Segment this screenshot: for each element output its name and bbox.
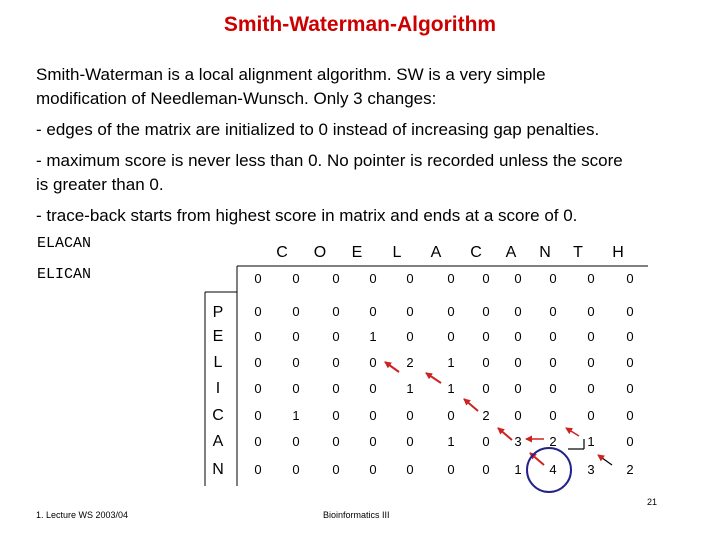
matrix-cell: 0 xyxy=(292,462,300,477)
bullet-traceback: - trace-back starts from highest score in matrix and ends at a score of 0. xyxy=(36,206,578,225)
intro-line-2: modification of Needleman-Wunsch. Only 3 changes: xyxy=(36,89,437,108)
matrix-cell: 2 xyxy=(482,408,490,423)
matrix-cell: 1 xyxy=(369,329,377,344)
intro-line-1: Smith-Waterman is a local alignment algorithm. SW is a very simple xyxy=(36,65,546,84)
traceback-arrow xyxy=(498,428,512,440)
matrix-cell: 4 xyxy=(549,462,557,477)
matrix-cell: 0 xyxy=(332,329,340,344)
matrix-cell: 0 xyxy=(406,462,414,477)
matrix-cell: 0 xyxy=(369,408,377,423)
traceback-arrow xyxy=(464,399,478,411)
matrix-cell: 0 xyxy=(447,329,455,344)
matrix-cell: 1 xyxy=(514,462,522,477)
matrix-cell: 0 xyxy=(482,381,490,396)
matrix-cell: 0 xyxy=(482,329,490,344)
bullet-max-score-1: - maximum score is never less than 0. No pointer is recorded unless the score xyxy=(36,151,623,170)
matrix-cell: 0 xyxy=(549,329,557,344)
col-header: A xyxy=(505,244,517,261)
bullet-max-score-2: is greater than 0. xyxy=(36,175,164,194)
matrix-cell: 0 xyxy=(626,408,634,423)
matrix-cell: 0 xyxy=(514,355,522,370)
matrix-cell: 0 xyxy=(292,355,300,370)
matrix-cell: 0 xyxy=(626,271,634,286)
matrix-cell: 1 xyxy=(587,434,595,449)
matrix-cell: 0 xyxy=(254,408,262,423)
slide-title: Smith-Waterman-Algorithm xyxy=(223,13,497,36)
row-header: C xyxy=(212,407,224,424)
matrix-cell: 0 xyxy=(406,434,414,449)
matrix-cell: 0 xyxy=(587,304,595,319)
matrix-cell: 1 xyxy=(447,381,455,396)
sequence-2: ELICAN xyxy=(37,266,92,283)
matrix-cell: 1 xyxy=(292,408,300,423)
row-header: A xyxy=(212,433,224,450)
matrix-cell: 0 xyxy=(587,408,595,423)
matrix-cell: 0 xyxy=(369,271,377,286)
matrix-cell: 0 xyxy=(626,434,634,449)
matrix-cell: 0 xyxy=(549,408,557,423)
matrix-cell: 1 xyxy=(406,381,414,396)
bullet-edges: - edges of the matrix are initialized to 0 instead of increasing gap penalties. xyxy=(36,120,600,139)
matrix-cell: 0 xyxy=(587,355,595,370)
col-header: E xyxy=(351,244,363,261)
footer-lecture: 1. Lecture WS 2003/04 xyxy=(36,510,129,520)
matrix-cell: 2 xyxy=(406,355,414,370)
col-header: O xyxy=(313,244,327,261)
matrix-cell: 0 xyxy=(254,381,262,396)
matrix-cell: 0 xyxy=(549,304,557,319)
matrix-cell: 3 xyxy=(587,462,595,477)
footer-course: Bioinformatics III xyxy=(323,510,390,520)
matrix-cell: 0 xyxy=(332,408,340,423)
matrix-cell: 0 xyxy=(254,304,262,319)
matrix-cell: 0 xyxy=(292,304,300,319)
matrix-cell: 3 xyxy=(514,434,522,449)
row-header: N xyxy=(212,461,224,478)
matrix-cell: 0 xyxy=(254,462,262,477)
matrix-cell: 0 xyxy=(254,329,262,344)
matrix-cell: 0 xyxy=(514,381,522,396)
matrix-cell: 0 xyxy=(292,329,300,344)
matrix-cell: 0 xyxy=(406,304,414,319)
matrix-cell: 0 xyxy=(514,304,522,319)
matrix-cell: 0 xyxy=(482,271,490,286)
col-header: L xyxy=(392,244,402,261)
matrix-cell: 0 xyxy=(406,408,414,423)
row-header: L xyxy=(213,354,223,371)
matrix-cell: 2 xyxy=(626,462,634,477)
matrix-cell: 0 xyxy=(254,355,262,370)
matrix-cell: 0 xyxy=(587,381,595,396)
matrix-cell: 0 xyxy=(332,462,340,477)
col-header: C xyxy=(276,244,288,261)
matrix-cell: 0 xyxy=(626,329,634,344)
matrix-cell: 0 xyxy=(332,304,340,319)
col-header: H xyxy=(612,244,624,261)
row-header: I xyxy=(215,380,221,397)
traceback-arrow xyxy=(385,362,399,372)
matrix-cell: 0 xyxy=(369,462,377,477)
matrix-cell: 1 xyxy=(447,434,455,449)
col-header: N xyxy=(539,244,551,261)
matrix-cell: 0 xyxy=(447,462,455,477)
matrix-cell: 0 xyxy=(626,355,634,370)
page-number: 21 xyxy=(647,497,658,507)
matrix-cell: 0 xyxy=(292,271,300,286)
matrix-cell: 0 xyxy=(587,329,595,344)
matrix-cell: 0 xyxy=(549,355,557,370)
matrix-cell: 0 xyxy=(332,434,340,449)
matrix-cell: 0 xyxy=(514,408,522,423)
matrix-cell: 0 xyxy=(254,434,262,449)
matrix-cell: 0 xyxy=(626,381,634,396)
matrix-cell: 0 xyxy=(332,355,340,370)
matrix-cell: 0 xyxy=(254,271,262,286)
col-header: A xyxy=(430,244,442,261)
sequence-1: ELACAN xyxy=(37,235,92,252)
col-header: T xyxy=(573,244,583,261)
matrix-cell: 0 xyxy=(369,434,377,449)
matrix-cell: 0 xyxy=(292,381,300,396)
matrix-cell: 0 xyxy=(482,304,490,319)
matrix-cell: 0 xyxy=(369,355,377,370)
matrix-cell: 0 xyxy=(369,381,377,396)
matrix-cell: 0 xyxy=(514,329,522,344)
matrix-cell: 0 xyxy=(369,304,377,319)
matrix-cell: 1 xyxy=(447,355,455,370)
matrix-cell: 0 xyxy=(626,304,634,319)
col-header: C xyxy=(470,244,482,261)
matrix-cell: 0 xyxy=(292,434,300,449)
matrix-cell: 0 xyxy=(406,329,414,344)
matrix-cell: 0 xyxy=(406,271,414,286)
matrix-cell: 0 xyxy=(514,271,522,286)
matrix-cell: 2 xyxy=(549,434,557,449)
matrix-cell: 0 xyxy=(482,355,490,370)
matrix-cell: 0 xyxy=(482,434,490,449)
matrix-cell: 0 xyxy=(447,304,455,319)
traceback-arrow xyxy=(598,455,612,465)
row-header: P xyxy=(212,304,224,321)
matrix-cell: 0 xyxy=(447,408,455,423)
row-header: E xyxy=(212,328,224,345)
traceback-arrow xyxy=(426,373,441,383)
matrix-cell: 0 xyxy=(549,271,557,286)
matrix-cell: 0 xyxy=(482,462,490,477)
matrix-cell: 0 xyxy=(549,381,557,396)
matrix-cell: 0 xyxy=(587,271,595,286)
max-score-circle xyxy=(527,448,571,492)
matrix-cell: 0 xyxy=(332,271,340,286)
traceback-arrow xyxy=(566,428,579,436)
matrix-cell: 0 xyxy=(447,271,455,286)
matrix-cell: 0 xyxy=(332,381,340,396)
